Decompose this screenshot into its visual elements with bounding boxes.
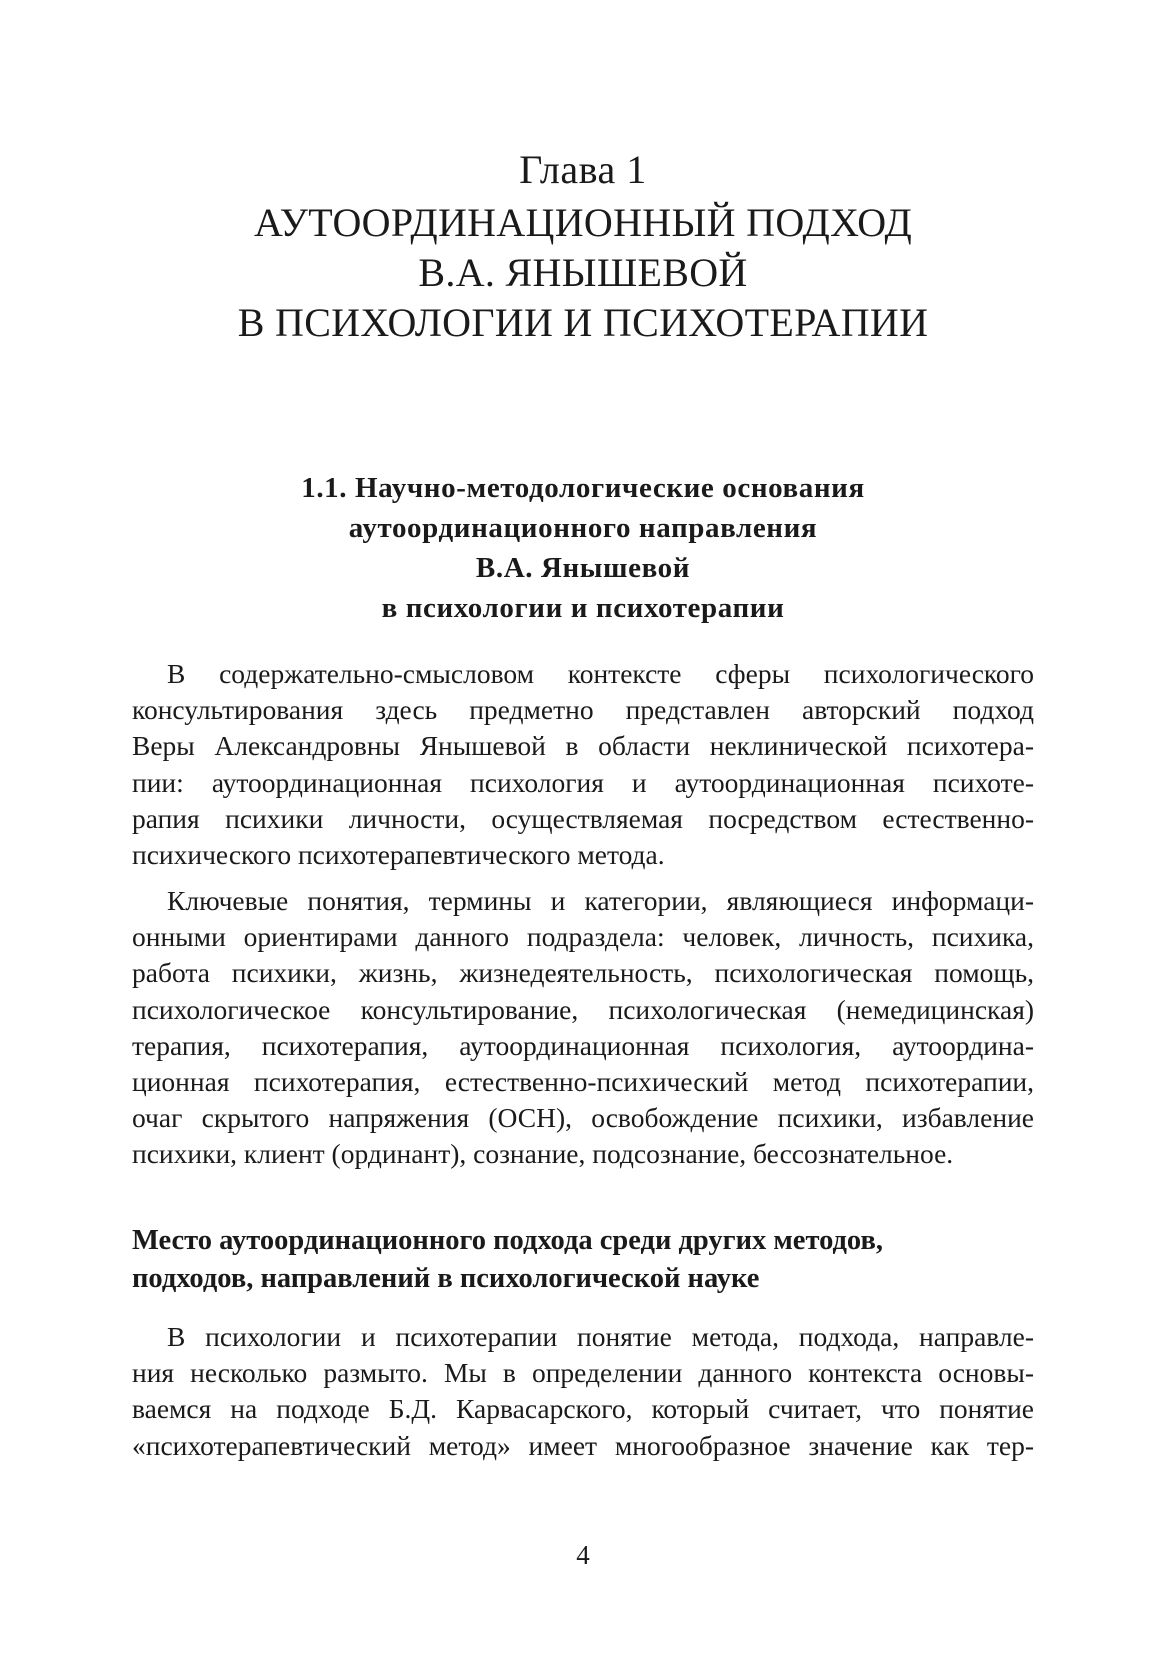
text-line: рапия психики личности, осуществляемая посредством естественно- xyxy=(132,802,1034,834)
section-title-line: в психологии и психотерапии xyxy=(381,592,785,624)
page-number: 4 xyxy=(576,1540,590,1570)
text-line: В психологии и психотерапии понятие метода, подхода, направле- xyxy=(167,1321,1034,1352)
text-line: консультирования здесь предметно представлен авторский подход xyxy=(132,694,1034,726)
text-line: Веры Александровны Янышевой в области неклинической психотера- xyxy=(132,730,1034,762)
text-line: терапия, психотерапия, аутоординационная психология, аутоордина- xyxy=(132,1029,1034,1061)
text-line: «психотерапевтический метод» имеет многообразное значение как тер- xyxy=(132,1429,1034,1461)
chapter-title-line: АУТООРДИНАЦИОННЫЙ ПОДХОД xyxy=(253,200,913,245)
text-line: пии: аутоординационная психология и аутоординационная психоте- xyxy=(132,766,1034,798)
text-line: психики, клиент (ординант), сознание, подсознание, бессознательное. xyxy=(132,1138,954,1170)
text-line: психического психотерапевтического метода. xyxy=(132,839,665,871)
chapter-title-line: В ПСИХОЛОГИИ И ПСИХОТЕРАПИИ xyxy=(237,300,929,345)
text-line: работа психики, жизнь, жизнедеятельность, психологическая помощь, xyxy=(132,957,1034,989)
chapter-title-line: В.А. ЯНЫШЕВОЙ xyxy=(418,250,748,295)
text-line: психологическое консультирование, психологическая (немедицинская) xyxy=(132,993,1034,1025)
section-title-line: аутоординационного направления xyxy=(348,512,818,544)
subsection-title-line: подходов, направлений в психологической науке xyxy=(132,1263,760,1294)
subsection-title xyxy=(132,1222,883,1298)
chapter-label: Глава 1 xyxy=(519,147,647,192)
text-line: ваемся на подходе Б.Д. Карвасарского, который считает, что понятие xyxy=(132,1393,1034,1425)
paragraph-intro xyxy=(132,656,1034,873)
text-line: В содержательно-смысловом контексте сферы психологического xyxy=(167,658,1034,689)
chapter-title xyxy=(0,198,1166,348)
text-line: онными ориентирами данного подраздела: человек, личность, психика, xyxy=(132,921,1034,953)
text-line: очаг скрытого напряжения (ОСН), освобождение психики, избавление xyxy=(132,1102,1034,1134)
section-title xyxy=(0,468,1166,628)
text-line: ния несколько размыто. Мы в определении данного контекста основы- xyxy=(132,1357,1034,1389)
text-line: Ключевые понятия, термины и категории, являющиеся информаци- xyxy=(167,885,1034,916)
paragraph-method xyxy=(132,1319,1034,1464)
paragraph-key-concepts xyxy=(132,883,1034,1173)
section-title-line: В.А. Янышевой xyxy=(475,552,691,584)
text-line: ционная психотерапия, естественно-психический метод психотерапии, xyxy=(132,1066,1034,1098)
section-title-line: 1.1. Научно-методологические основания xyxy=(301,472,865,504)
subsection-title-line: Место аутоординационного подхода среди других методов, xyxy=(132,1225,883,1256)
